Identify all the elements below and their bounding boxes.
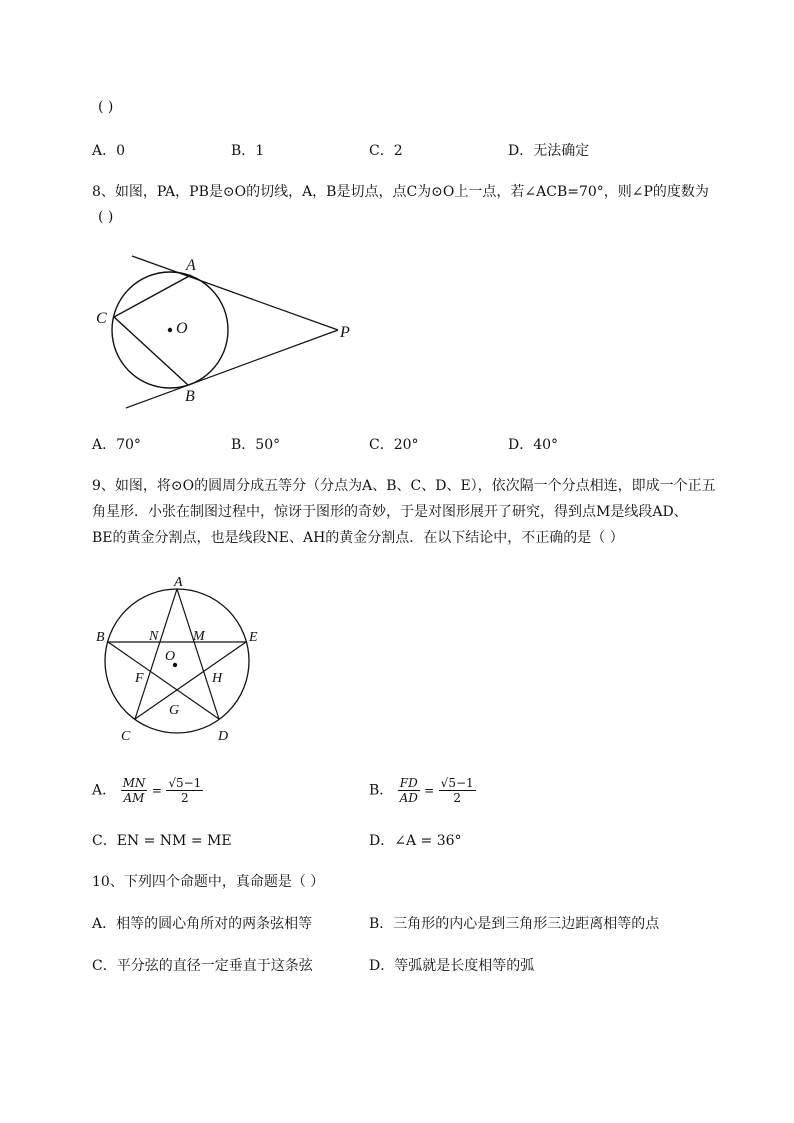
q9-label-f: F (135, 671, 144, 686)
q9-label-g: G (169, 703, 180, 718)
q10-stem: 10、下列四个命题中，真命题是（ ） (92, 874, 325, 890)
q9-label-m: M (193, 629, 205, 644)
q9-option-a-lhs-den: AM (123, 791, 145, 805)
q8-option-a: A．70° (92, 437, 141, 453)
q10-option-b: B．三角形的内心是到三角形三边距离相等的点 (369, 916, 660, 932)
q9-stem-line3: BE的黄金分割点，也是线段NE、AH的黄金分割点．在以下结论中，不正确的是（ ） (92, 530, 624, 546)
q8-option-c: C．20° (369, 437, 419, 453)
q7-option-b: B．1 (231, 143, 265, 159)
q9-star-line-ec (135, 642, 246, 719)
q8-label-p: P (340, 324, 350, 341)
q9-option-a-lhs-fraction (121, 776, 148, 805)
q9-option-b-rhs-num: √5−1 (440, 776, 474, 790)
q10-option-c: C．平分弦的直径一定垂直于这条弦 (92, 958, 313, 974)
q10-option-a: A．相等的圆心角所对的两条弦相等 (92, 916, 313, 932)
q8-option-d: D．40° (508, 437, 559, 453)
q7-answer-paren: ( ) (98, 99, 114, 115)
q8-tangent-pb (126, 330, 338, 408)
q9-figure (92, 570, 272, 750)
q8-figure (90, 248, 370, 418)
q9-label-c: C (121, 729, 131, 744)
q9-option-a-rhs-fraction (166, 776, 203, 805)
q8-center-dot (168, 328, 172, 332)
q9-option-a-rhs-num: √5−1 (168, 776, 202, 790)
q9-option-a-eq: = (151, 783, 162, 798)
q9-option-a-rhs-den: 2 (181, 791, 189, 805)
q9-option-b-rhs-fraction (439, 776, 476, 805)
q8-label-a: A (186, 257, 196, 274)
q9-option-b-lhs-num: FD (399, 776, 418, 790)
q8-tangent-pa (132, 256, 338, 330)
q7-option-d: D．无法确定 (508, 143, 590, 159)
q9-star-line-ad (177, 589, 219, 719)
q8-stem: 8、如图，PA，PB是⊙O的切线，A，B是切点，点C为⊙O上一点，若∠ACB=70°，则∠P的度数为 (92, 184, 709, 200)
q9-stem-line2: 角星形．小张在制图过程中，惊讶于图形的奇妙，于是对图形展开了研究，得到点M是线段AD、 (92, 504, 688, 520)
q8-chord-ca (114, 275, 191, 317)
q9-option-a (92, 776, 203, 805)
q9-option-c: C．EN = NM = ME (92, 833, 232, 849)
q7-option-c: C．2 (369, 143, 403, 159)
q9-option-a-lhs-num: MN (122, 776, 146, 790)
q7-option-a: A．0 (92, 143, 126, 159)
q9-option-b-eq: = (424, 783, 435, 798)
q9-label-n: N (149, 629, 159, 644)
q9-star-line-bd (108, 642, 219, 719)
q8-answer-paren: ( ) (98, 209, 114, 225)
q9-option-d: D．∠A = 36° (369, 833, 462, 849)
q10-option-d: D．等弧就是长度相等的弧 (369, 958, 535, 974)
q9-label-a: A (174, 575, 183, 590)
q9-option-b-lhs-den: AD (399, 791, 418, 805)
q9-label-b: B (96, 630, 105, 645)
q8-option-b: B．50° (231, 437, 281, 453)
q9-option-b-rhs-den: 2 (453, 791, 461, 805)
q9-option-b-prefix: B． (369, 782, 394, 799)
q9-label-d: D (218, 729, 229, 744)
q9-label-e: E (249, 630, 258, 645)
q9-label-h: H (212, 671, 223, 686)
q9-option-b (369, 776, 476, 805)
q9-label-o: O (165, 649, 176, 664)
q9-stem-line1: 9、如图，将⊙O的圆周分成五等分（分点为A、B、C、D、E），依次隔一个分点相连，即成一个正五 (92, 478, 716, 494)
q9-option-a-prefix: A． (92, 782, 117, 799)
q8-label-o: O (176, 320, 188, 337)
q8-label-b: B (185, 388, 195, 405)
q8-label-c: C (96, 310, 107, 327)
q9-option-b-lhs-fraction (398, 776, 420, 805)
